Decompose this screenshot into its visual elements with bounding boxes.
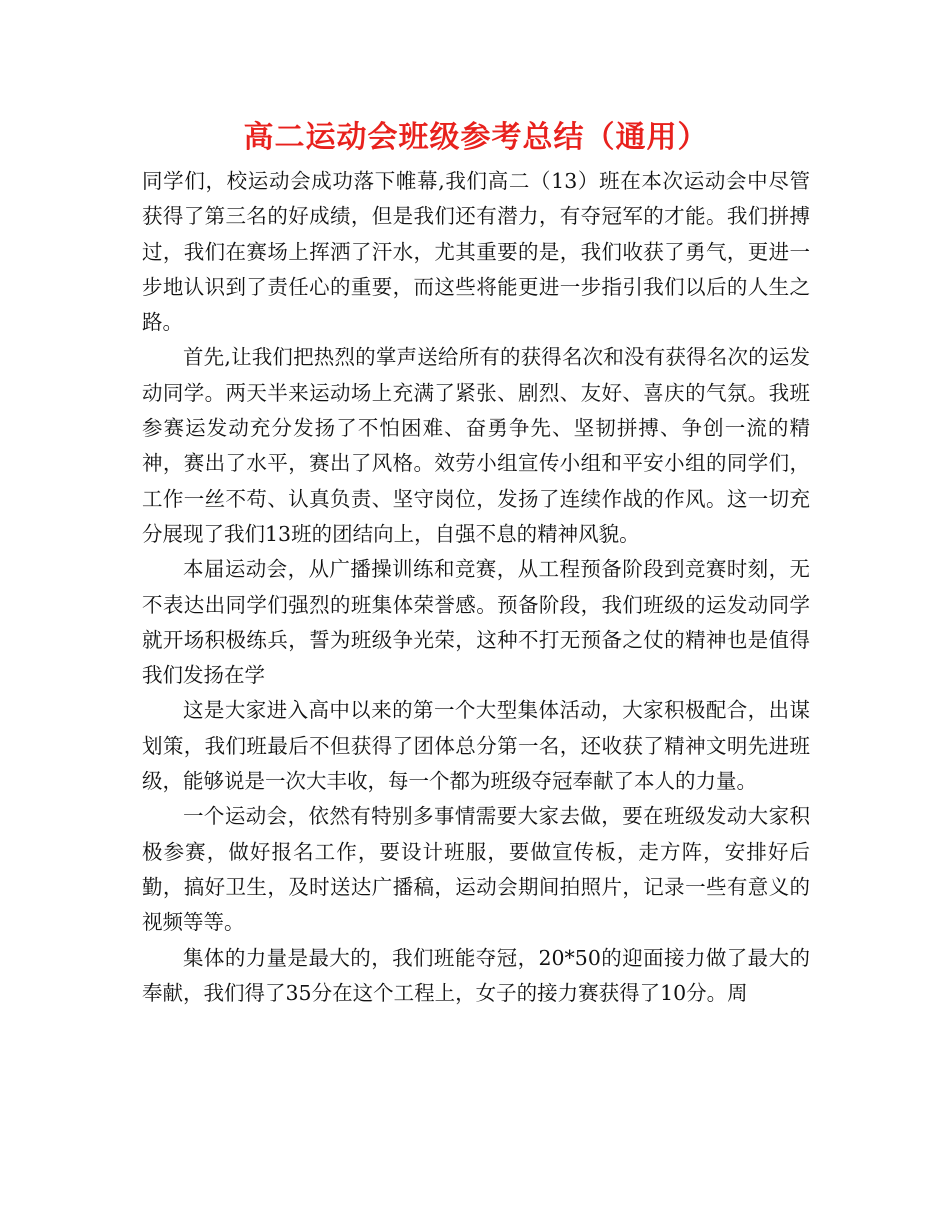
paragraph-1: 同学们，校运动会成功落下帷幕,我们高二（13）班在本次运动会中尽管获得了第三名的好成绩，但是我们还有潜力，有夺冠军的才能。我们拼搏过，我们在赛场上挥洒了汗水，尤其重要的是，我们收获了勇气，更进一步地认识到了责任心的重要，而这些将能更进一步指引我们以后的人生之路。: [142, 169, 810, 335]
paragraph-3: 本届运动会，从广播操训练和竞赛，从工程预备阶段到竞赛时刻，无不表达出同学们强烈的班集体荣誉感。预备阶段，我们班级的运发动同学就开场积极练兵，誓为班级争光荣，这种不打无预备之仗的精神也是值得我们发扬在学: [142, 557, 810, 688]
document-title: 高二运动会班级参考总结（通用）: [243, 120, 709, 155]
paragraph-5: 一个运动会，依然有特别多事情需要大家去做，要在班级发动大家积极参赛，做好报名工作，要设计班服，要做宣传板，走方阵，安排好后勤，搞好卫生，及时送达广播稿，运动会期间拍照片，记录一些有意义的视频等等。: [142, 804, 810, 935]
paragraph-6: 集体的力量是最大的，我们班能夺冠，20*50的迎面接力做了最大的奉献，我们得了35分在这个工程上，女子的接力赛获得了10分。周: [142, 945, 810, 1005]
paragraph-4: 这是大家进入高中以来的第一个大型集体活动，大家积极配合，出谋划策，我们班最后不但获得了团体总分第一名，还收获了精神文明先进班级，能够说是一次大丰收，每一个都为班级夺冠奉献了本人的力量。: [142, 698, 810, 794]
document-page: [142, 118, 810, 1011]
paragraph-2: 首先,让我们把热烈的掌声送给所有的获得名次和没有获得名次的运发动同学。两天半来运动场上充满了紧张、剧烈、友好、喜庆的气氛。我班参赛运发动充分发扬了不怕困难、奋勇争先、坚韧拼搏、争创一流的精神，赛出了水平，赛出了风格。效劳小组宣传小组和平安小组的同学们，工作一丝不苟、认真负责、坚守岗位，发扬了连续作战的作风。这一切充分展现了我们13班的团结向上，自强不息的精神风貌。: [142, 345, 810, 546]
